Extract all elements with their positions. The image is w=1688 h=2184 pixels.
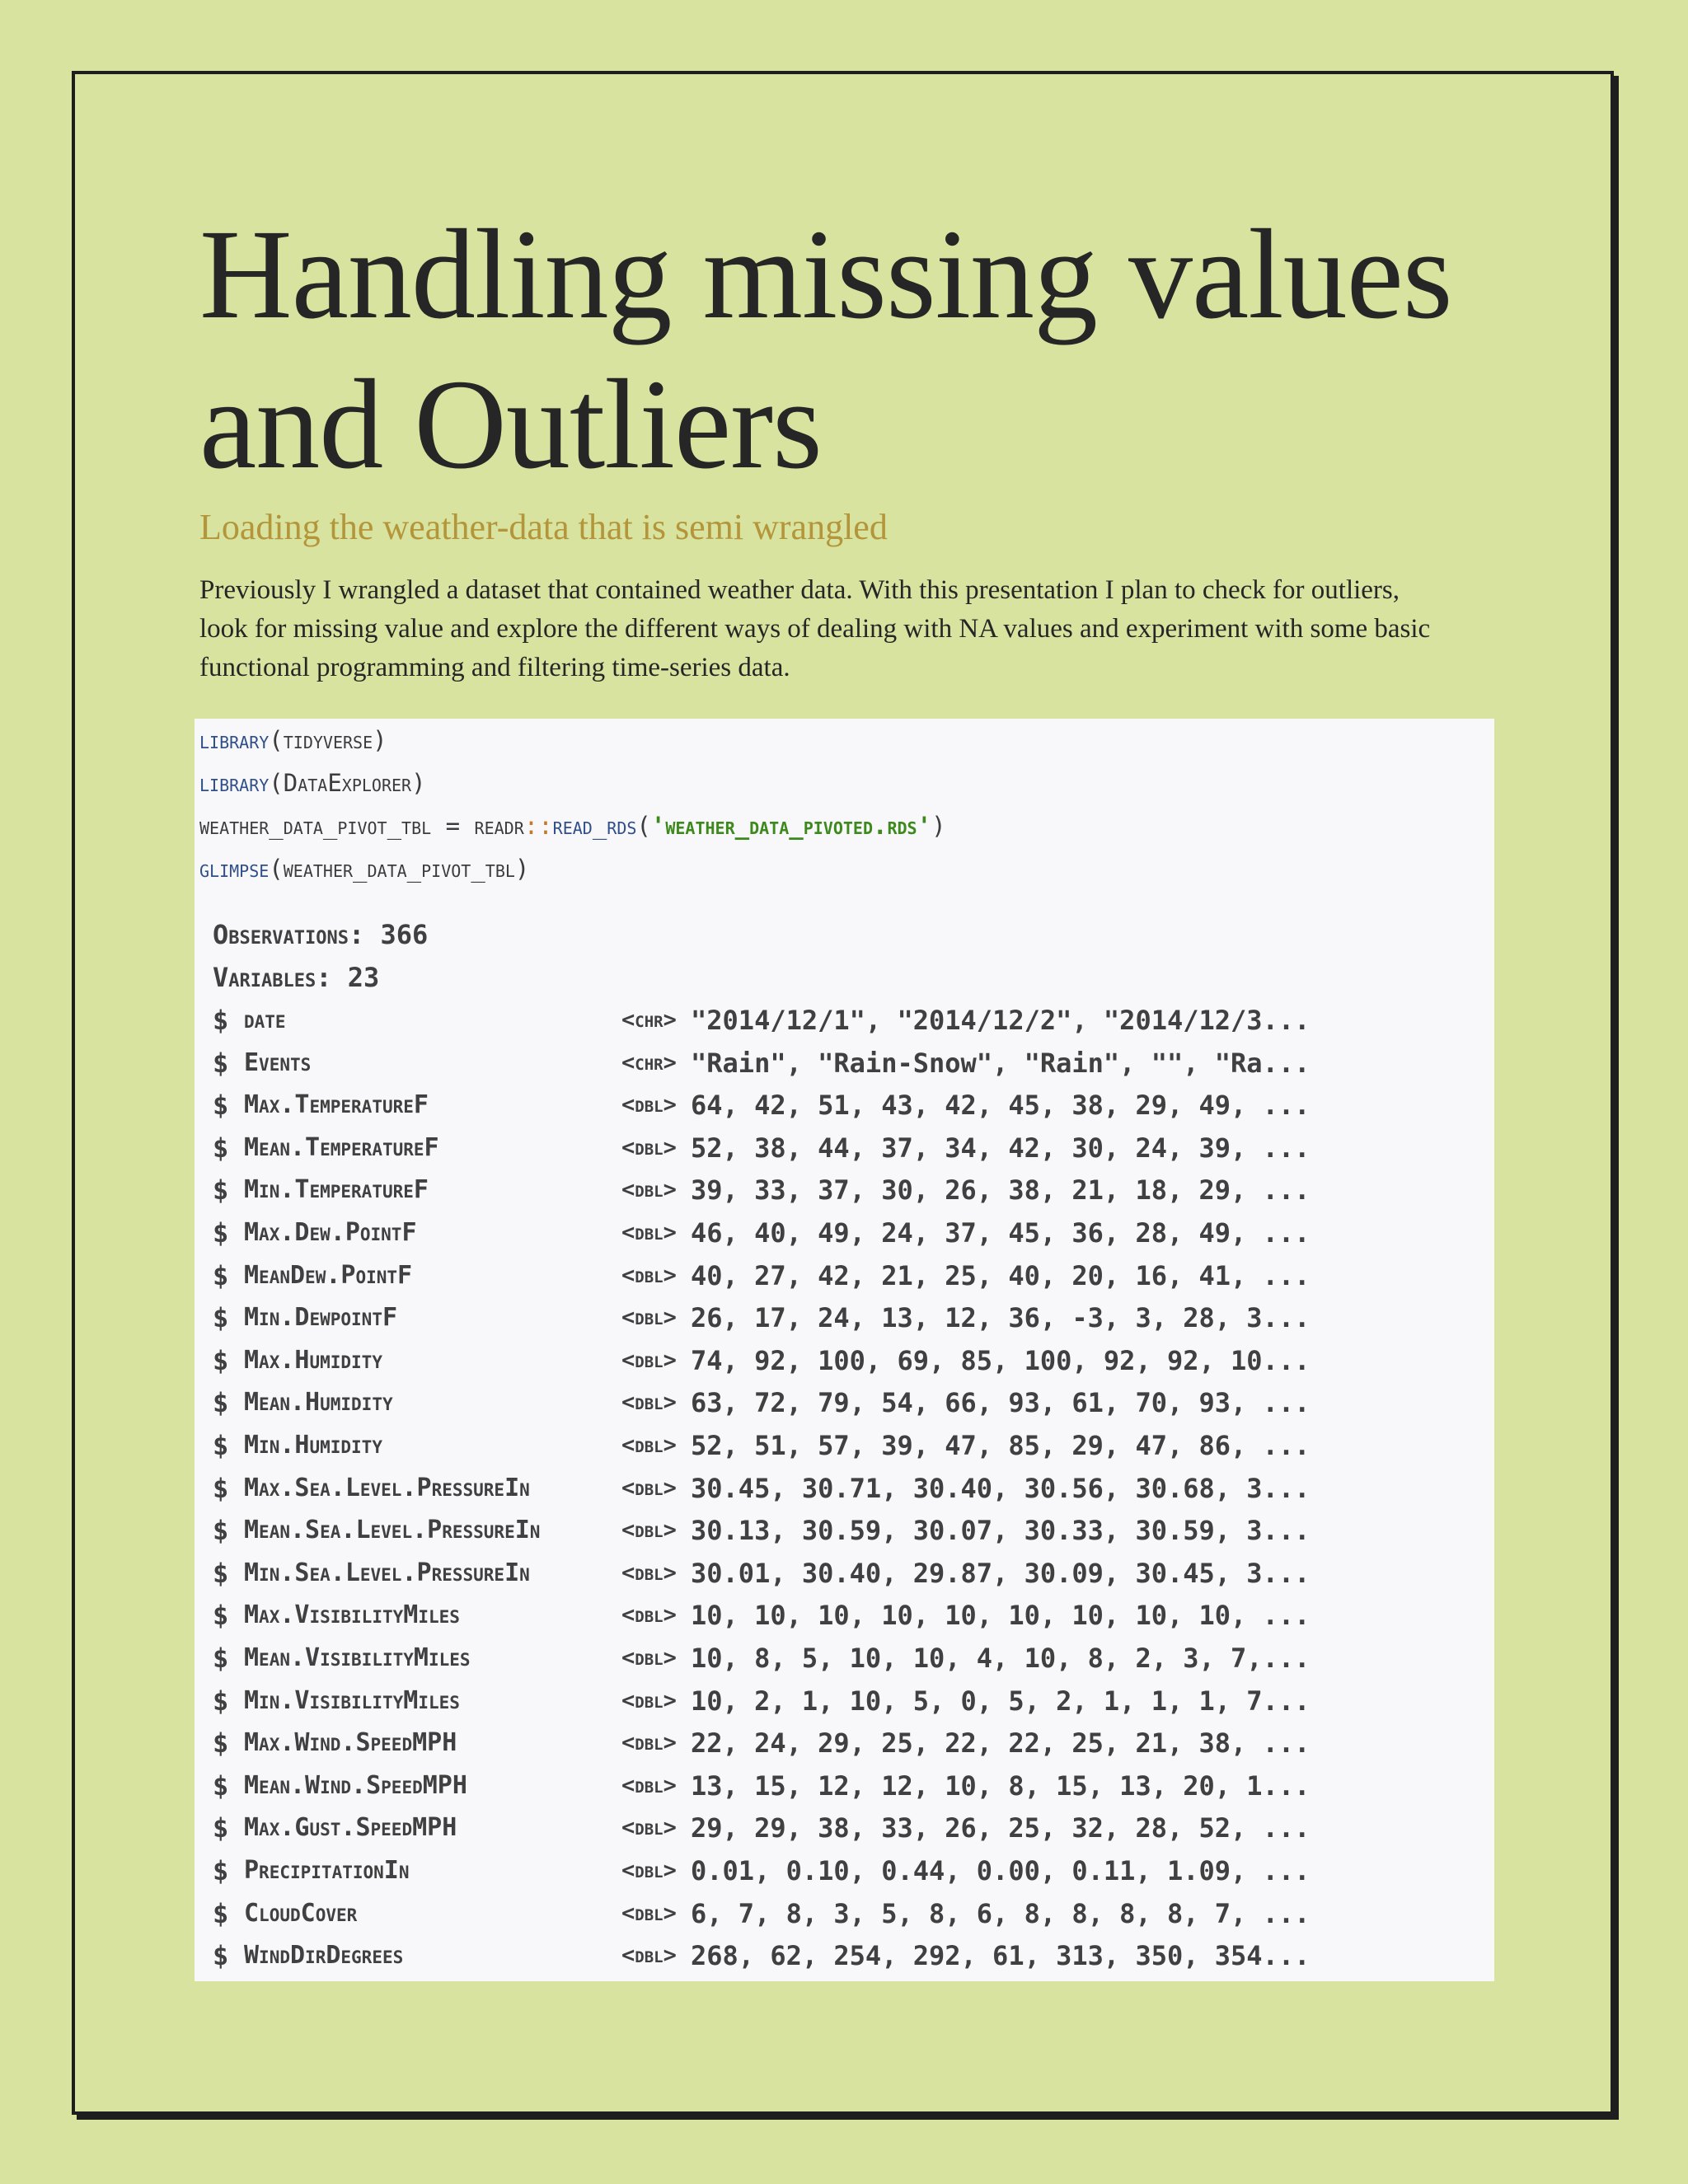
code-function: library bbox=[199, 769, 270, 797]
output-variables bbox=[213, 956, 379, 999]
intro-line-2: look for missing value and explore the different ways of dealing with NA values and experiment with some basic bbox=[199, 614, 1431, 644]
code-function: glimpse bbox=[199, 855, 270, 883]
observations-label: Observations: bbox=[213, 919, 365, 950]
variable-name: Max.Humidity bbox=[244, 1345, 382, 1375]
variable-values: 64, 42, 51, 43, 42, 45, 38, 29, 49, ... bbox=[691, 1090, 1311, 1122]
code-function: read_rds bbox=[552, 812, 637, 840]
glimpse-row bbox=[213, 1934, 1482, 1977]
glimpse-row bbox=[213, 1509, 1482, 1552]
dollar-sign: $ bbox=[213, 1090, 229, 1122]
variable-values: 30.13, 30.59, 30.07, 30.33, 30.59, 3... bbox=[691, 1515, 1311, 1547]
code-line-library-dataexplorer bbox=[199, 762, 426, 804]
variable-values: 30.45, 30.71, 30.40, 30.56, 30.68, 3... bbox=[691, 1472, 1311, 1504]
variable-type: <dbl> bbox=[621, 1900, 677, 1926]
variable-name: Max.Gust.SpeedMPH bbox=[244, 1813, 457, 1843]
code-line-read-rds bbox=[199, 804, 946, 847]
variable-name: Max.VisibilityMiles bbox=[244, 1601, 460, 1630]
variable-type: <dbl> bbox=[621, 1730, 677, 1756]
glimpse-row bbox=[213, 1552, 1482, 1595]
variable-values: 52, 51, 57, 39, 47, 85, 29, 47, 86, ... bbox=[691, 1430, 1311, 1461]
output-observations bbox=[213, 913, 428, 956]
variable-values: 10, 2, 1, 10, 5, 0, 5, 2, 1, 1, 1, 7... bbox=[691, 1685, 1311, 1717]
variable-name: Max.Wind.SpeedMPH bbox=[244, 1728, 457, 1758]
code-args: (tidyverse) bbox=[269, 726, 387, 754]
section-subtitle: Loading the weather-data that is semi wrangled bbox=[199, 507, 888, 547]
glimpse-row bbox=[213, 1339, 1482, 1382]
variable-type: <dbl> bbox=[621, 1220, 677, 1245]
code-paren-close: ) bbox=[931, 812, 946, 840]
glimpse-row bbox=[213, 1807, 1482, 1849]
code-paren-open: ( bbox=[636, 812, 651, 840]
dollar-sign: $ bbox=[213, 1557, 229, 1589]
variable-values: 52, 38, 44, 37, 34, 42, 30, 24, 39, ... bbox=[691, 1132, 1311, 1164]
variable-type: <dbl> bbox=[621, 1092, 677, 1118]
variable-type: <dbl> bbox=[621, 1645, 677, 1671]
variable-type: <chr> bbox=[621, 1049, 677, 1076]
dollar-sign: $ bbox=[213, 1812, 229, 1844]
dollar-sign: $ bbox=[213, 1430, 229, 1461]
variable-values: 30.01, 30.40, 29.87, 30.09, 30.45, 3... bbox=[691, 1557, 1311, 1589]
variable-type: <dbl> bbox=[621, 1432, 677, 1458]
variables-value: 23 bbox=[347, 962, 380, 993]
variable-type: <dbl> bbox=[621, 1347, 677, 1373]
variable-values: 63, 72, 79, 54, 66, 93, 61, 70, 93, ... bbox=[691, 1387, 1311, 1419]
glimpse-row bbox=[213, 1680, 1482, 1722]
glimpse-row bbox=[213, 1424, 1482, 1467]
dollar-sign: $ bbox=[213, 1727, 229, 1760]
variable-values: 268, 62, 254, 292, 61, 313, 350, 354... bbox=[691, 1940, 1311, 1972]
glimpse-row bbox=[213, 1254, 1482, 1297]
glimpse-row bbox=[213, 1296, 1482, 1339]
variable-type: <dbl> bbox=[621, 1815, 677, 1841]
code-line-library-tidyverse bbox=[199, 719, 387, 762]
dollar-sign: $ bbox=[213, 1855, 229, 1886]
dollar-sign: $ bbox=[213, 1515, 229, 1547]
dollar-sign: $ bbox=[213, 1217, 229, 1249]
variable-type: <chr> bbox=[621, 1007, 677, 1033]
variable-type: <dbl> bbox=[621, 1559, 677, 1586]
variable-type: <dbl> bbox=[621, 1134, 677, 1160]
glimpse-row bbox=[213, 999, 1482, 1042]
variable-name: Max.Sea.Level.PressureIn bbox=[244, 1473, 530, 1502]
variable-values: 39, 33, 37, 30, 26, 38, 21, 18, 29, ... bbox=[691, 1174, 1311, 1207]
variable-values: 10, 8, 5, 10, 10, 4, 10, 8, 2, 3, 7,... bbox=[691, 1643, 1311, 1674]
variable-name: Events bbox=[244, 1047, 312, 1077]
title-line-2: and Outliers bbox=[199, 353, 822, 495]
dollar-sign: $ bbox=[213, 1344, 229, 1376]
dollar-sign: $ bbox=[213, 1005, 229, 1036]
code-string: 'weather_data_pivoted.rds' bbox=[650, 812, 932, 840]
variable-values: "Rain", "Rain-Snow", "Rain", "", "Ra... bbox=[691, 1047, 1311, 1079]
dollar-sign: $ bbox=[213, 1685, 229, 1717]
variable-name: WindDirDegrees bbox=[244, 1941, 404, 1971]
dollar-sign: $ bbox=[213, 1047, 229, 1079]
variable-values: 40, 27, 42, 21, 25, 40, 20, 16, 41, ... bbox=[691, 1259, 1311, 1291]
dollar-sign: $ bbox=[213, 1600, 229, 1632]
variable-values: 26, 17, 24, 13, 12, 36, -3, 3, 28, 3... bbox=[691, 1302, 1311, 1334]
glimpse-row bbox=[213, 1042, 1482, 1085]
title-line-1: Handling missing values bbox=[199, 203, 1452, 345]
variable-values: 74, 92, 100, 69, 85, 100, 92, 92, 10... bbox=[691, 1344, 1311, 1376]
variable-values: 6, 7, 8, 3, 5, 8, 6, 8, 8, 8, 8, 7, ... bbox=[691, 1897, 1311, 1929]
variable-type: <dbl> bbox=[621, 1858, 677, 1883]
variable-name: Min.TemperatureF bbox=[244, 1175, 429, 1205]
variable-name: Min.VisibilityMiles bbox=[244, 1685, 460, 1715]
dollar-sign: $ bbox=[213, 1769, 229, 1802]
variable-name: Mean.Wind.SpeedMPH bbox=[244, 1770, 467, 1800]
variable-type: <dbl> bbox=[621, 1602, 677, 1629]
variable-type: <dbl> bbox=[621, 1517, 677, 1544]
dollar-sign: $ bbox=[213, 1302, 229, 1334]
variable-name: Mean.Sea.Level.PressureIn bbox=[244, 1516, 541, 1545]
glimpse-row bbox=[213, 1127, 1482, 1169]
variable-type: <dbl> bbox=[621, 1390, 677, 1416]
variable-values: 10, 10, 10, 10, 10, 10, 10, 10, 10, ... bbox=[691, 1600, 1311, 1632]
dollar-sign: $ bbox=[213, 1259, 229, 1291]
code-assignment: weather_data_pivot_tbl = readr bbox=[199, 812, 524, 840]
glimpse-row bbox=[213, 1381, 1482, 1424]
page-title bbox=[199, 199, 1559, 499]
variable-values: 46, 40, 49, 24, 37, 45, 36, 28, 49, ... bbox=[691, 1217, 1311, 1249]
variable-name: PrecipitationIn bbox=[244, 1856, 410, 1885]
variable-name: MeanDew.PointF bbox=[244, 1260, 413, 1290]
variable-type: <dbl> bbox=[621, 1772, 677, 1798]
dollar-sign: $ bbox=[213, 1472, 229, 1504]
code-block bbox=[195, 719, 1494, 1981]
variable-name: Max.Dew.PointF bbox=[244, 1218, 417, 1247]
glimpse-row bbox=[213, 1637, 1482, 1680]
code-args: (weather_data_pivot_tbl) bbox=[269, 855, 530, 883]
variable-type: <dbl> bbox=[621, 1262, 677, 1288]
dollar-sign: $ bbox=[213, 1643, 229, 1674]
variable-type: <dbl> bbox=[621, 1474, 677, 1501]
dollar-sign: $ bbox=[213, 1132, 229, 1164]
variable-name: Max.TemperatureF bbox=[244, 1090, 429, 1120]
variable-name: date bbox=[244, 1005, 286, 1034]
variables-label: Variables: bbox=[213, 962, 332, 993]
variable-type: <dbl> bbox=[621, 1687, 677, 1713]
dollar-sign: $ bbox=[213, 1387, 229, 1419]
variable-name: Min.DewpointF bbox=[244, 1303, 398, 1333]
dollar-sign: $ bbox=[213, 1897, 229, 1929]
glimpse-row bbox=[213, 1212, 1482, 1254]
code-namespace-operator: :: bbox=[523, 812, 553, 840]
variable-type: <dbl> bbox=[621, 1177, 677, 1203]
code-args: (DataExplorer) bbox=[269, 769, 426, 797]
variable-name: Mean.Humidity bbox=[244, 1388, 393, 1418]
variable-name: Min.Humidity bbox=[244, 1431, 382, 1460]
variable-name: CloudCover bbox=[244, 1898, 358, 1928]
intro-line-1: Previously I wrangled a dataset that contained weather data. With this presentation I plan to check for outliers, bbox=[199, 575, 1400, 605]
variable-values: 29, 29, 38, 33, 26, 25, 32, 28, 52, ... bbox=[691, 1812, 1311, 1844]
variable-values: 13, 15, 12, 12, 10, 8, 15, 13, 20, 1... bbox=[691, 1769, 1311, 1802]
dollar-sign: $ bbox=[213, 1940, 229, 1972]
intro-line-3: functional programming and filtering time-series data. bbox=[199, 653, 790, 682]
glimpse-row bbox=[213, 1765, 1482, 1807]
variable-values: 22, 24, 29, 25, 22, 22, 25, 21, 38, ... bbox=[691, 1727, 1311, 1760]
glimpse-row bbox=[213, 1722, 1482, 1765]
glimpse-row bbox=[213, 1169, 1482, 1212]
variable-values: "2014/12/1", "2014/12/2", "2014/12/3... bbox=[691, 1005, 1311, 1036]
glimpse-row bbox=[213, 1849, 1482, 1892]
code-function: library bbox=[199, 726, 270, 754]
variable-values: 0.01, 0.10, 0.44, 0.00, 0.11, 1.09, ... bbox=[691, 1855, 1311, 1886]
variable-type: <dbl> bbox=[621, 1943, 677, 1969]
glimpse-row bbox=[213, 1892, 1482, 1935]
variable-type: <dbl> bbox=[621, 1305, 677, 1331]
glimpse-row bbox=[213, 1084, 1482, 1127]
variable-name: Mean.VisibilityMiles bbox=[244, 1643, 471, 1672]
glimpse-row bbox=[213, 1594, 1482, 1637]
observations-value: 366 bbox=[380, 919, 429, 950]
variable-name: Mean.TemperatureF bbox=[244, 1132, 439, 1162]
intro-paragraph bbox=[199, 571, 1518, 687]
code-line-glimpse bbox=[199, 847, 529, 890]
dollar-sign: $ bbox=[213, 1174, 229, 1207]
variable-name: Min.Sea.Level.PressureIn bbox=[244, 1558, 530, 1587]
glimpse-row bbox=[213, 1467, 1482, 1510]
